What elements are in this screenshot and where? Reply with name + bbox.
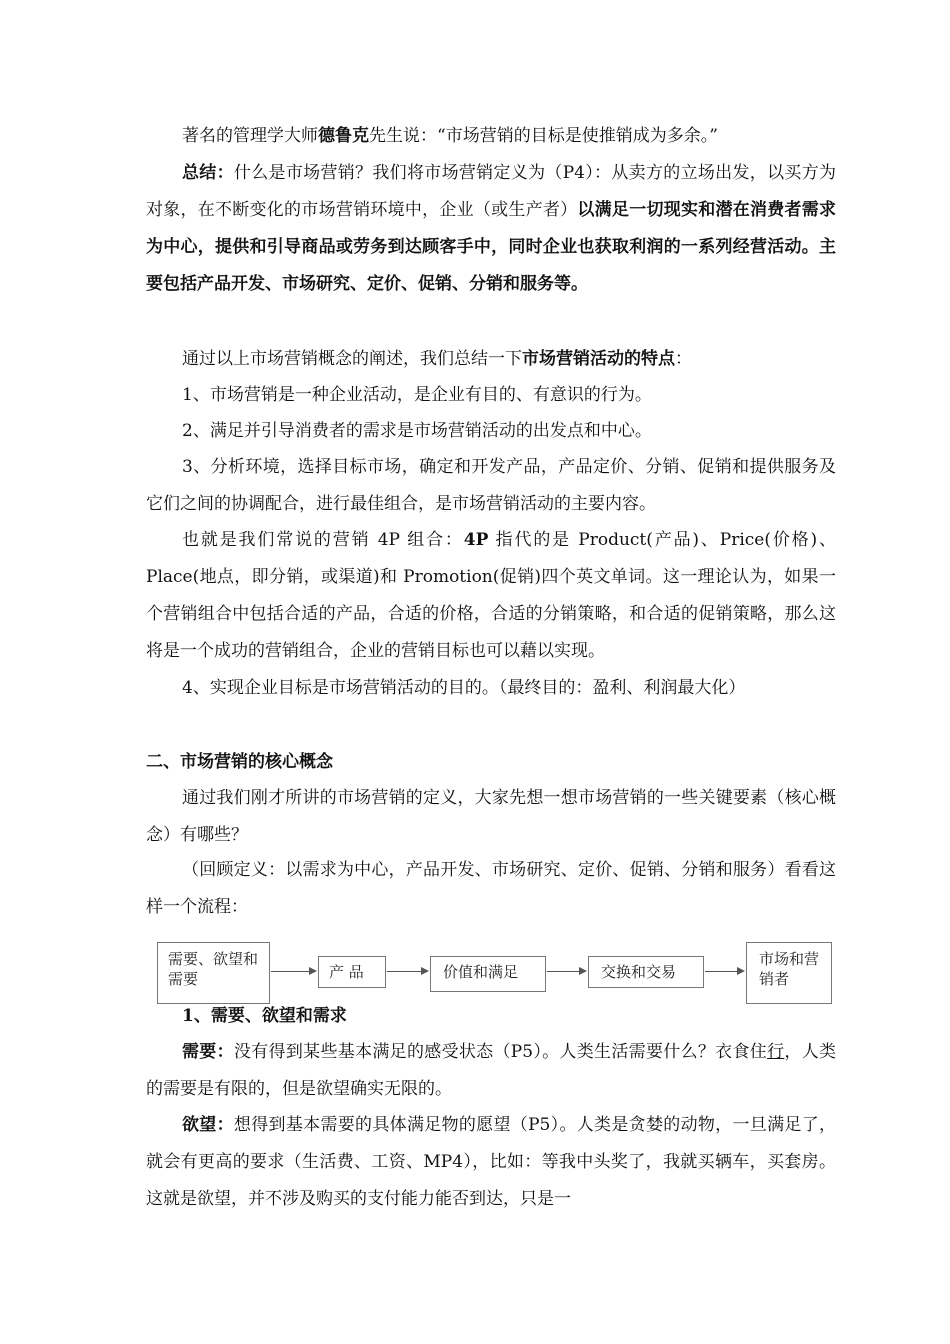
flow-box-exchange [588, 956, 704, 988]
4p-bold: 4P [463, 530, 489, 550]
4p-lead: 也就是我们常说的营销 4P 组合： [182, 530, 464, 550]
core-concepts-question: 通过我们刚才所讲的市场营销的定义，大家先想一想市场营销的一些关键要素（核心概念）有哪些？ [146, 788, 836, 845]
quote-author: 德鲁克 [318, 126, 369, 146]
features-intro [146, 341, 836, 378]
flow-label-needs: 需要、欲望和需要 [168, 950, 259, 988]
wants-paragraph [146, 1107, 836, 1218]
flow-label-product: 产 品 [329, 963, 364, 981]
flow-label-value: 价值和满足 [443, 963, 519, 981]
4p-paragraph [146, 522, 836, 670]
summary-text: 什么是市场营销？我们将市场营销定义为（P4）：从卖方的立场出发，以买方为对象，在不断变化的市场营销环境中，企业（或生产者） [146, 163, 836, 220]
flow-arrow-2 [387, 971, 427, 972]
quote-paragraph [146, 118, 836, 155]
flow-box-market [746, 942, 832, 1004]
summary-bold-text: 以满足一切现实和潜在消费者需求为中心，提供和引导商品或劳务到达顾客手中，同时企业也获取利润的一系列经营活动。主要包括产品开发、市场研究、定价、促销、分销和服务等。 [146, 200, 837, 294]
needs-text-end: ，人类的需要是有限的，但是欲望确实无限的。 [146, 1042, 837, 1099]
subsection-heading: 1、需要、欲望和需求 [182, 1006, 347, 1026]
quote-lead: 著名的管理学大师 [182, 126, 318, 146]
needs-underlined: 行 [767, 1042, 785, 1062]
wants-label: 欲望： [182, 1115, 234, 1135]
4p-text: 指代的是 Product(产品)、Price(价格)、Place(地点，即分销，或渠道)和 Promotion(促销)四个英文单词。这一理论认为，如果一个营销组合中包括合适的产品，合适的价格，合适的分销策略，和合适的促销策略，那么这将是一个成功的营销组合，企业的营销目标也可以藉以实现。 [146, 530, 836, 661]
flow-box-value [430, 956, 546, 992]
flow-arrow-1 [271, 971, 315, 972]
flow-arrow-3 [547, 971, 585, 972]
wants-text: 想得到基本需要的具体满足物的愿望（P5）。人类是贪婪的动物，一旦满足了，就会有更高的要求（生活费、工资、MP4），比如：等我中头奖了，我就买辆车，买套房。这就是欲望，并不涉及购买的支付能力能否到达，只是一 [146, 1115, 836, 1209]
needs-paragraph [146, 1034, 836, 1108]
flow-arrow-4 [705, 971, 743, 972]
flow-box-product [318, 956, 386, 988]
feature-item-1: 1、市场营销是一种企业活动，是企业有目的、有意识的行为。 [182, 385, 652, 405]
feature-item-3: 3、分析环境，选择目标市场，确定和开发产品，产品定价、分销、促销和提供服务及它们之间的协调配合，进行最佳组合，是市场营销活动的主要内容。 [146, 457, 836, 514]
needs-label: 需要： [182, 1042, 234, 1062]
needs-text: 没有得到某些基本满足的感受状态（P5）。人类生活需要什么？衣食住 [233, 1042, 768, 1062]
feature-item-4: 4、实现企业目标是市场营销活动的目的。（最终目的：盈利、利润最大化） [182, 678, 746, 698]
features-colon: ： [675, 349, 692, 369]
quote-text: 先生说：“市场营销的目标是使推销成为多余。” [369, 126, 718, 146]
features-title: 市场营销活动的特点 [522, 349, 675, 369]
section-heading: 二、市场营销的核心概念 [146, 752, 333, 772]
definition-review: （回顾定义：以需求为中心，产品开发、市场研究、定价、促销、分销和服务）看看这样一个流程： [146, 860, 836, 917]
summary-label: 总结： [182, 163, 234, 183]
flow-label-market: 市场和营销者 [759, 950, 820, 988]
summary-paragraph [146, 155, 836, 303]
features-intro-text: 通过以上市场营销概念的阐述，我们总结一下 [182, 349, 522, 369]
feature-item-2: 2、满足并引导消费者的需求是市场营销活动的出发点和中心。 [182, 421, 652, 441]
flow-box-needs [157, 942, 270, 1004]
flow-label-exchange: 交换和交易 [601, 963, 677, 981]
